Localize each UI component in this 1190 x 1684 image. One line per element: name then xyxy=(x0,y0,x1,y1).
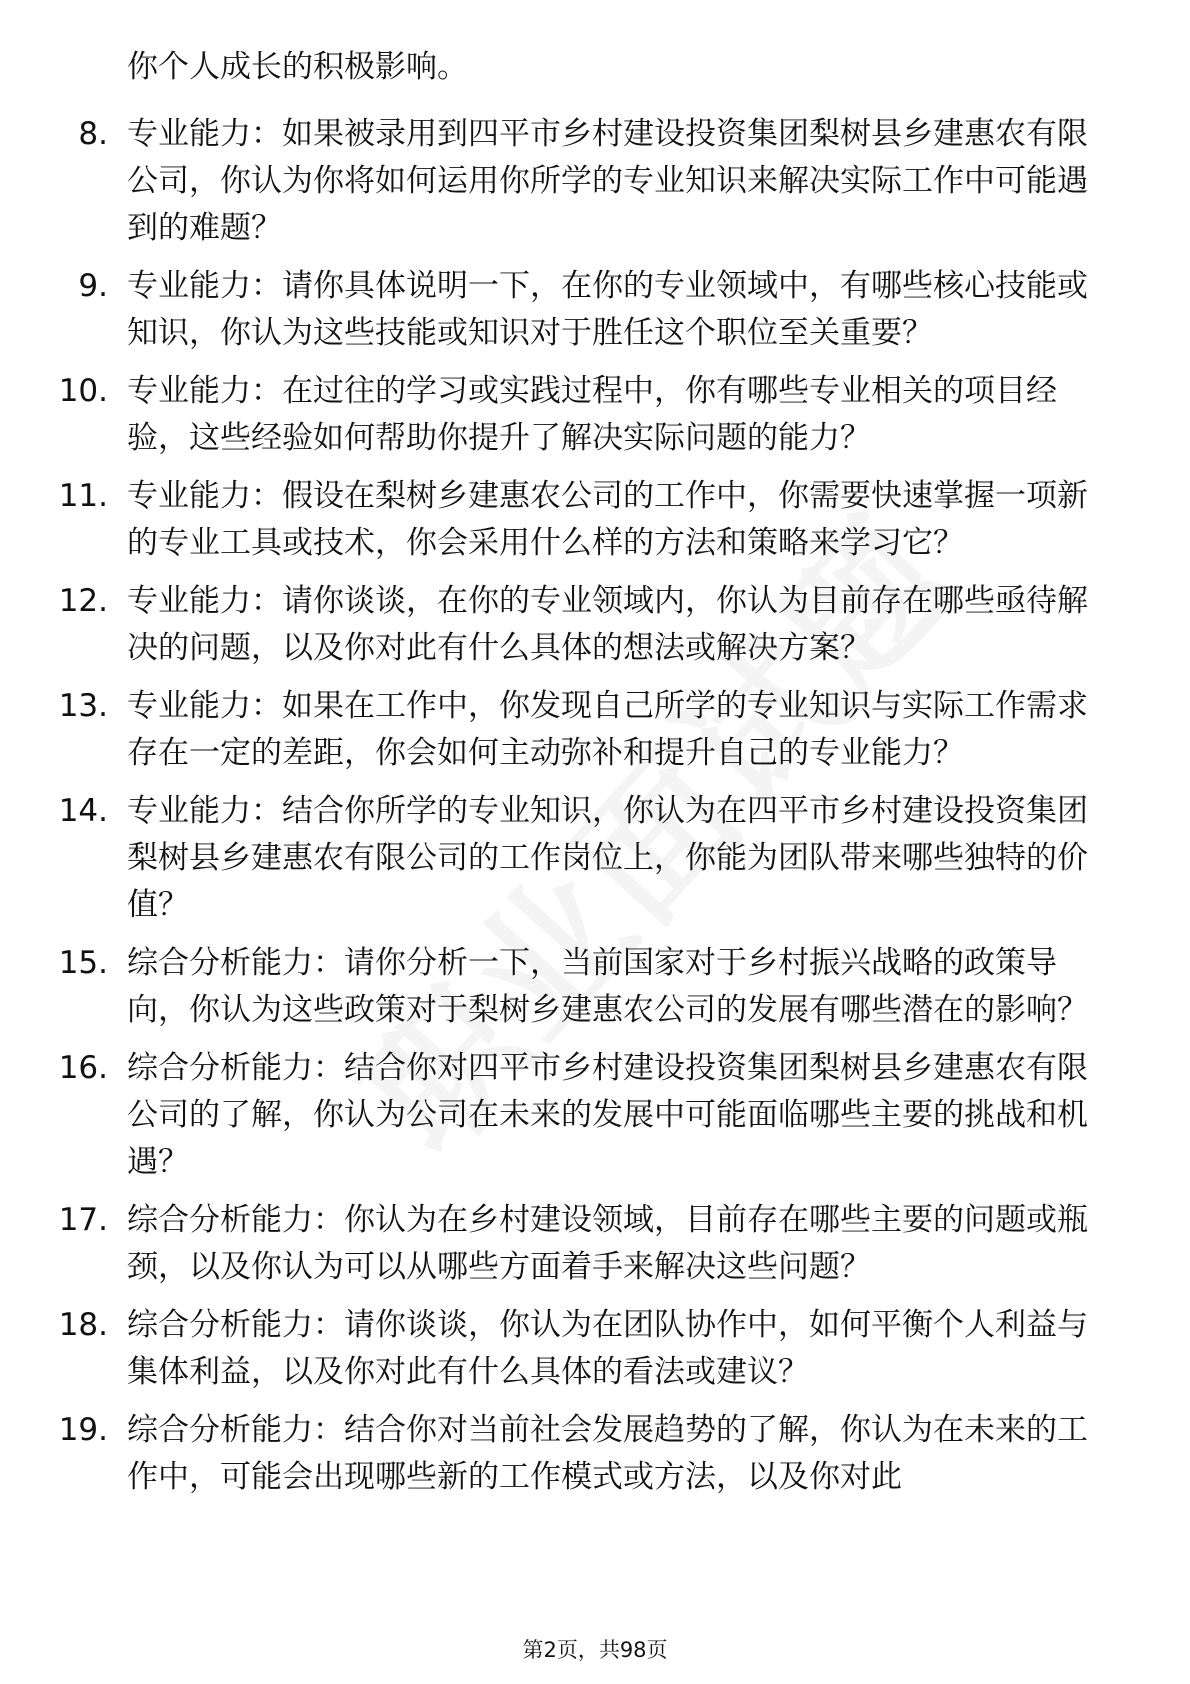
question-number: 18. xyxy=(58,1307,108,1343)
question-number: 14. xyxy=(58,793,108,829)
question-text: 专业能力：请你谈谈，在你的专业领域内，你认为目前存在哪些亟待解决的问题，以及你对此有什么具体的想法或解决方案？ xyxy=(127,583,1088,666)
question-number: 19. xyxy=(58,1412,108,1448)
question-number: 17. xyxy=(58,1202,108,1238)
question-text: 综合分析能力：你认为在乡村建设领域，目前存在哪些主要的问题或瓶颈，以及你认为可以从哪些方面着手来解决这些问题？ xyxy=(127,1202,1088,1285)
question-text: 综合分析能力：请你谈谈，你认为在团队协作中，如何平衡个人利益与集体利益，以及你对此有什么具体的看法或建议？ xyxy=(127,1307,1088,1390)
question-text: 综合分析能力：请你分析一下，当前国家对于乡村振兴战略的政策导向，你认为这些政策对于梨树乡建惠农公司的发展有哪些潜在的影响？ xyxy=(127,945,1088,1028)
question-text: 专业能力：在过往的学习或实践过程中，你有哪些专业相关的项目经验，这些经验如何帮助你提升了解决实际问题的能力？ xyxy=(127,373,1057,456)
question-text: 专业能力：请你具体说明一下，在你的专业领域中，有哪些核心技能或知识，你认为这些技能或知识对于胜任这个职位至关重要？ xyxy=(127,268,1088,351)
question-item xyxy=(0,368,1190,462)
question-list xyxy=(0,111,1190,1512)
question-item xyxy=(0,473,1190,567)
question-text: 专业能力：如果在工作中，你发现自己所学的专业知识与实际工作需求存在一定的差距，你会如何主动弥补和提升自己的专业能力？ xyxy=(127,688,1088,771)
question-number: 16. xyxy=(58,1050,108,1086)
page-footer: 第2页，共98页 xyxy=(522,1638,668,1662)
question-text: 综合分析能力：结合你对四平市乡村建设投资集团梨树县乡建惠农有限公司的了解，你认为公司在未来的发展中可能面临哪些主要的挑战和机遇？ xyxy=(127,1050,1088,1180)
question-number: 12. xyxy=(58,583,108,619)
question-item xyxy=(0,683,1190,777)
question-number: 9. xyxy=(78,268,108,304)
question-text: 综合分析能力：结合你对当前社会发展趋势的了解，你认为在未来的工作中，可能会出现哪些新的工作模式或方法，以及你对此 xyxy=(127,1412,1088,1495)
question-number: 8. xyxy=(78,116,108,152)
question-item xyxy=(0,1197,1190,1291)
question-text: 专业能力：如果被录用到四平市乡村建设投资集团梨树县乡建惠农有限公司，你认为你将如何运用你所学的专业知识来解决实际工作中可能遇到的难题？ xyxy=(127,116,1088,246)
question-item xyxy=(0,788,1190,929)
question-number: 13. xyxy=(58,688,108,724)
question-text: 专业能力：结合你所学的专业知识，你认为在四平市乡村建设投资集团梨树县乡建惠农有限公司的工作岗位上，你能为团队带来哪些独特的价值？ xyxy=(127,793,1088,923)
continuation-text: 你个人成长的积极影响。 xyxy=(127,49,468,85)
question-number: 15. xyxy=(58,945,108,981)
question-item xyxy=(0,1407,1190,1501)
question-text: 专业能力：假设在梨树乡建惠农公司的工作中，你需要快速掌握一项新的专业工具或技术，你会采用什么样的方法和策略来学习它？ xyxy=(127,478,1088,561)
question-item xyxy=(0,1302,1190,1396)
question-number: 10. xyxy=(58,373,108,409)
question-item xyxy=(0,940,1190,1034)
question-number: 11. xyxy=(58,478,108,514)
question-item xyxy=(0,578,1190,672)
question-item xyxy=(0,263,1190,357)
question-item xyxy=(0,111,1190,252)
question-item xyxy=(0,1045,1190,1186)
